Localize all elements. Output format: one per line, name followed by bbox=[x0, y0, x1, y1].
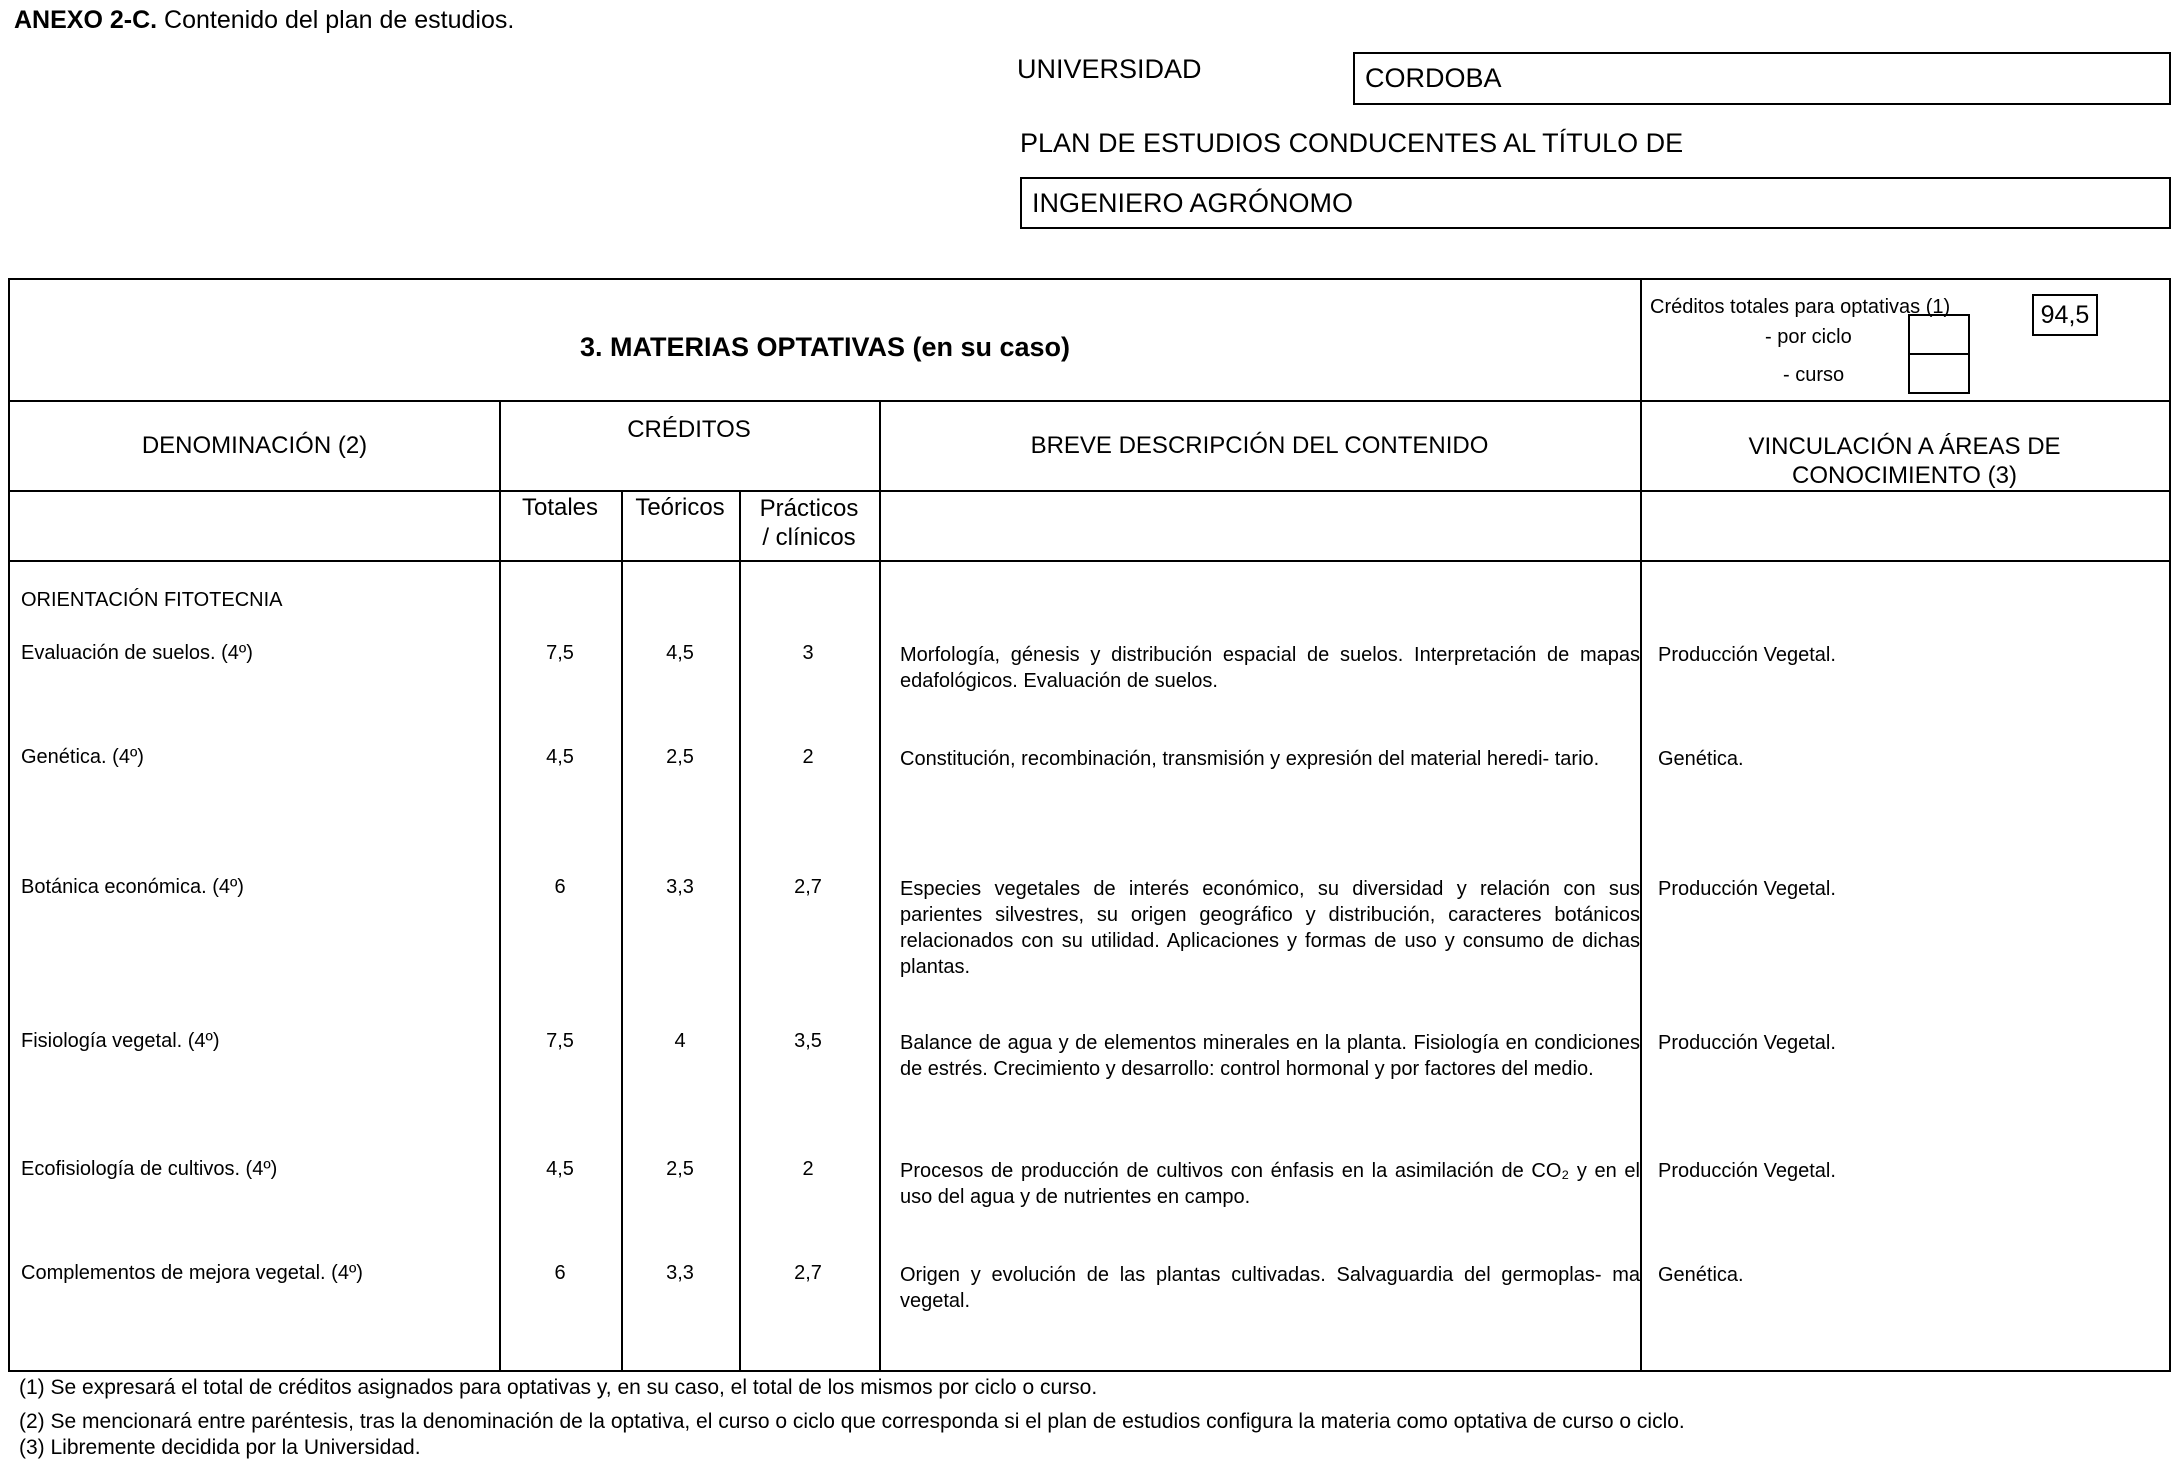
col-practicos-line2: / clínicos bbox=[762, 524, 856, 551]
titulo-field bbox=[1020, 177, 2171, 229]
annex-title bbox=[14, 6, 514, 35]
materias-optativas-table bbox=[8, 278, 2171, 1372]
subject-teoricos: 4,5 bbox=[666, 642, 694, 664]
col-divider bbox=[879, 400, 881, 1370]
subject-totales: 6 bbox=[554, 876, 566, 898]
subject-name: Botánica económica. (4º) bbox=[21, 876, 244, 898]
subject-area: Producción Vegetal. bbox=[1658, 1032, 1836, 1054]
subject-name: Genética. (4º) bbox=[21, 746, 144, 768]
subject-description: Origen y evolución de las plantas cultivadas. Salvaguardia del germoplas- ma vegetal. bbox=[900, 1264, 1640, 1312]
col-totales: Totales bbox=[521, 494, 599, 521]
col-descripcion: BREVE DESCRIPCIÓN DEL CONTENIDO bbox=[1030, 432, 1489, 459]
subject-totales: 4,5 bbox=[546, 1158, 574, 1180]
plan-label: PLAN DE ESTUDIOS CONDUCENTES AL TÍTULO DE bbox=[1020, 128, 1684, 158]
footnote-2: (2) Se mencionará entre paréntesis, tras la denominación de la optativa, el curso o ciclo que corresponda si el plan de estudios configura la materia como optativa de curso o ciclo. bbox=[19, 1410, 1685, 1433]
subject-totales: 4,5 bbox=[546, 746, 574, 768]
subject-practicos: 2 bbox=[802, 746, 814, 768]
col-denominacion: DENOMINACIÓN (2) bbox=[141, 432, 368, 459]
universidad-field bbox=[1353, 52, 2171, 105]
curso-label: - curso bbox=[1783, 364, 1845, 386]
subject-totales: 6 bbox=[554, 1262, 566, 1284]
subject-area: Producción Vegetal. bbox=[1658, 1160, 1836, 1182]
col-divider bbox=[499, 400, 501, 1370]
orientation-heading: ORIENTACIÓN FITOTECNIA bbox=[21, 589, 283, 611]
subject-description: Constitución, recombinación, transmisión y expresión del material heredi- tario. bbox=[900, 748, 1600, 770]
creditos-totales-value: 94,5 bbox=[2032, 294, 2098, 336]
col-vinculacion-line1: VINCULACIÓN A ÁREAS DE bbox=[1748, 433, 2061, 460]
col-practicos bbox=[739, 494, 879, 552]
subject-practicos: 3 bbox=[802, 642, 814, 664]
subject-name: Fisiología vegetal. (4º) bbox=[21, 1030, 220, 1052]
subject-practicos: 2 bbox=[802, 1158, 814, 1180]
subject-teoricos: 2,5 bbox=[666, 1158, 694, 1180]
col-divider bbox=[621, 490, 623, 1370]
subject-name: Ecofisiología de cultivos. (4º) bbox=[21, 1158, 278, 1180]
footnote-1: (1) Se expresará el total de créditos asignados para optativas y, en su caso, el total de los mismos por ciclo o curso. bbox=[19, 1376, 1098, 1399]
section-title: 3. MATERIAS OPTATIVAS (en su caso) bbox=[579, 332, 1071, 362]
universidad-label: UNIVERSIDAD bbox=[1017, 54, 1202, 84]
col-divider bbox=[739, 490, 741, 1370]
col-creditos: CRÉDITOS bbox=[627, 416, 751, 443]
subject-teoricos: 2,5 bbox=[666, 746, 694, 768]
subject-description: Especies vegetales de interés económico, su diversidad y relación con sus parientes silvestres, su origen geográfico y distribución, caracteres botánicos relacionados con su utilidad. Aplicaciones y formas de uso y consumo de dichas plantas. bbox=[900, 878, 1640, 978]
row-divider bbox=[10, 400, 2169, 402]
titulo-value: INGENIERO AGRÓNOMO bbox=[1032, 187, 1354, 218]
subject-practicos: 2,7 bbox=[794, 1262, 822, 1284]
subject-teoricos: 3,3 bbox=[666, 1262, 694, 1284]
col-teoricos: Teóricos bbox=[635, 494, 725, 521]
subject-area: Producción Vegetal. bbox=[1658, 878, 1836, 900]
subject-practicos: 3,5 bbox=[794, 1030, 822, 1052]
subject-description: Procesos de producción de cultivos con énfasis en la asimilación de CO₂ y en el uso del agua y de nutrientes en campo. bbox=[900, 1160, 1640, 1208]
subject-practicos: 2,7 bbox=[794, 876, 822, 898]
col-vinculacion-line2: CONOCIMIENTO (3) bbox=[1792, 462, 2017, 489]
subject-area: Producción Vegetal. bbox=[1658, 644, 1836, 666]
subject-description: Balance de agua y de elementos minerales en la planta. Fisiología en condiciones de estrés. Crecimiento y desarrollo: control hormonal y por factores del medio. bbox=[900, 1032, 1640, 1080]
annex-label: ANEXO 2-C. bbox=[14, 6, 158, 34]
row-divider bbox=[10, 560, 2169, 562]
por-ciclo-curso-box bbox=[1908, 314, 1970, 394]
row-divider bbox=[10, 490, 2169, 492]
col-practicos-line1: Prácticos bbox=[759, 495, 859, 522]
subject-teoricos: 4 bbox=[674, 1030, 686, 1052]
subject-teoricos: 3,3 bbox=[666, 876, 694, 898]
subject-totales: 7,5 bbox=[546, 642, 574, 664]
subject-totales: 7,5 bbox=[546, 1030, 574, 1052]
por-ciclo-label: - por ciclo bbox=[1765, 326, 1852, 348]
universidad-value: CORDOBA bbox=[1365, 63, 1502, 93]
footnote-3: (3) Libremente decidida por la Universidad. bbox=[19, 1436, 421, 1459]
subject-area: Genética. bbox=[1658, 748, 1744, 770]
creditos-totales-label: Créditos totales para optativas (1) bbox=[1650, 296, 1951, 318]
subject-name: Complementos de mejora vegetal. (4º) bbox=[21, 1262, 363, 1284]
subject-description: Morfología, génesis y distribución espacial de suelos. Interpretación de mapas edafológicos. Evaluación de suelos. bbox=[900, 644, 1640, 692]
annex-description: Contenido del plan de estudios. bbox=[157, 6, 515, 34]
subject-area: Genética. bbox=[1658, 1264, 1744, 1286]
col-vinculacion bbox=[1640, 432, 2169, 490]
subject-name: Evaluación de suelos. (4º) bbox=[21, 642, 253, 664]
